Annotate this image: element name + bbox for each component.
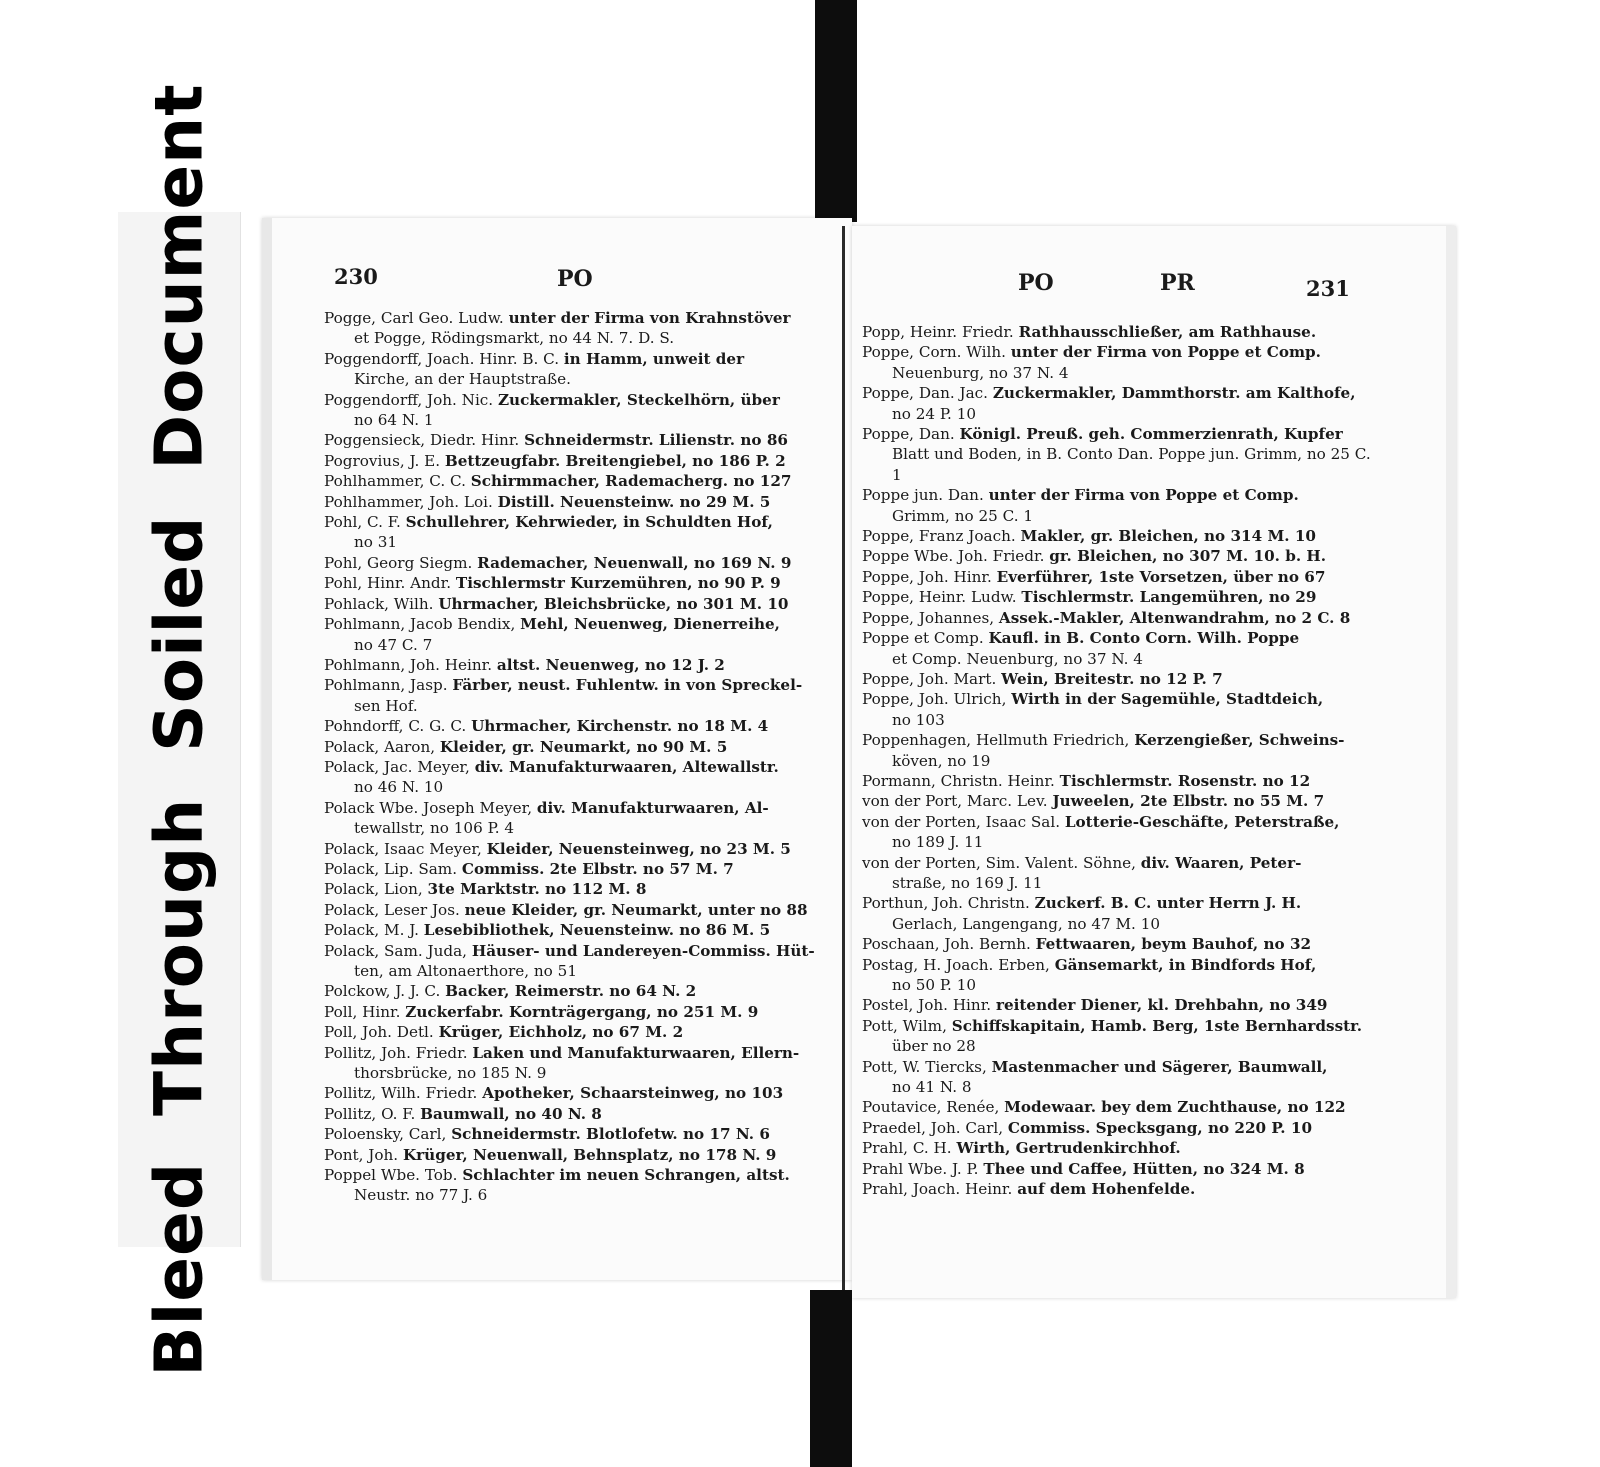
entry-continuation: Neustr. no 77 J. 6 (354, 1186, 488, 1205)
entry-name: Polack, Leser Jos. (324, 900, 460, 919)
side-label-text (141, 83, 218, 1376)
entry-name: Praedel, Joh. Carl, (862, 1118, 1004, 1137)
entry-name: Postag, H. Joach. Erben, (862, 955, 1050, 974)
entry-name: Poll, Joh. Detl. (324, 1023, 434, 1042)
directory-entry (862, 322, 1374, 342)
entry-detail: Wirth, Gertrudenkirchhof. (956, 1139, 1181, 1158)
directory-entry (862, 1016, 1374, 1057)
entry-detail: div. Manufakturwaaren, Altewallstr. (474, 757, 779, 776)
entry-detail: Backer, Reimerstr. no 64 N. 2 (445, 982, 697, 1001)
directory-entry (324, 349, 836, 390)
entry-continuation: über no 28 (892, 1037, 976, 1056)
entry-name: Popp, Heinr. Friedr. (862, 323, 1014, 341)
directory-entry (324, 1124, 836, 1144)
directory-entry (862, 995, 1374, 1015)
directory-entry (324, 655, 836, 675)
entry-detail: Lesebibliothek, Neuensteinw. no 86 M. 5 (423, 921, 771, 940)
entry-detail: Häuser- und Landereyen-Commiss. Hüt- (471, 941, 815, 960)
directory-entry (324, 1043, 836, 1084)
entry-detail: Baumwall, no 40 N. 8 (420, 1104, 602, 1123)
directory-entry (324, 981, 836, 1001)
directory-entry (324, 900, 836, 920)
directory-entry (862, 567, 1374, 587)
directory-entry (862, 771, 1374, 791)
entry-name: Poppe jun. Dan. (862, 486, 984, 505)
right-page-number: 231 (1306, 276, 1350, 301)
entry-name: Pollitz, Joh. Friedr. (324, 1043, 468, 1062)
directory-entry (862, 424, 1374, 485)
directory-entry (862, 893, 1374, 934)
entry-detail: Tischlermstr. Rosenstr. no 12 (1059, 771, 1311, 790)
entry-continuation: straße, no 169 J. 11 (892, 873, 1043, 892)
directory-entry (862, 628, 1374, 669)
entry-detail: in Hamm, unweit der (563, 349, 745, 368)
left-page-header: PO (557, 266, 593, 292)
entry-detail: Rathhausschließer, am Rathhause. (1018, 323, 1317, 341)
entry-detail: Zuckerfabr. Kornträgergang, no 251 M. 9 (405, 1002, 759, 1021)
entry-detail: Assek.-Makler, Altenwandrahm, no 2 C. 8 (998, 608, 1351, 627)
entry-continuation: thorsbrücke, no 185 N. 9 (354, 1064, 547, 1083)
directory-entry (862, 1179, 1374, 1199)
entry-detail: Königl. Preuß. geh. Commerzienrath, Kupfer (959, 425, 1343, 444)
entry-detail: Bettzeugfabr. Breitengiebel, no 186 P. 2 (444, 451, 786, 470)
directory-entry (862, 812, 1374, 853)
right-page-header-po: PO (1018, 270, 1054, 296)
entry-continuation: Grimm, no 25 C. 1 (892, 506, 1034, 525)
entry-name: Poll, Hinr. (324, 1002, 401, 1021)
directory-entry (862, 669, 1374, 689)
entry-name: von der Porten, Isaac Sal. (862, 812, 1061, 831)
entry-name: Poppe et Comp. (862, 629, 984, 648)
entry-detail: Laken und Manufakturwaaren, Ellern- (472, 1043, 800, 1062)
entry-detail: Krüger, Neuenwall, Behnsplatz, no 178 N. 9 (402, 1145, 777, 1164)
directory-entry (324, 839, 836, 859)
directory-entry (324, 614, 836, 655)
entry-name: Pohl, Georg Siegm. (324, 553, 473, 572)
left-page-number: 230 (334, 264, 378, 289)
entry-name: Poppe, Joh. Mart. (862, 669, 997, 688)
directory-entry (324, 859, 836, 879)
entry-detail: reitender Diener, kl. Drehbahn, no 349 (995, 996, 1328, 1015)
entry-detail: Schneidermstr. Blotlofetw. no 17 N. 6 (451, 1125, 770, 1144)
directory-entry (324, 1083, 836, 1103)
entry-continuation: Gerlach, Langengang, no 47 M. 10 (892, 914, 1161, 933)
directory-entry (324, 553, 836, 573)
entry-name: Pohl, Hinr. Andr. (324, 574, 452, 593)
entry-detail: Zuckerf. B. C. unter Herrn J. H. (1034, 894, 1302, 913)
entry-detail: unter der Firma von Poppe et Comp. (1010, 343, 1321, 362)
entry-detail: Mehl, Neuenweg, Dienerreihe, (520, 615, 780, 634)
directory-entry (324, 716, 836, 736)
directory-entry (324, 1104, 836, 1124)
entry-detail: Schlachter im neuen Schrangen, altst. (462, 1166, 790, 1185)
entry-detail: Uhrmacher, Bleichsbrücke, no 301 M. 10 (438, 594, 789, 613)
entry-name: Polack Wbe. Joseph Meyer, (324, 798, 533, 817)
entry-name: Pohndorff, C. G. C. (324, 717, 467, 736)
entry-name: Poppel Wbe. Tob. (324, 1166, 458, 1185)
entry-detail: Apotheker, Schaarsteinweg, no 103 (482, 1084, 784, 1103)
entry-name: Postel, Joh. Hinr. (862, 996, 992, 1015)
directory-entry (862, 1057, 1374, 1098)
directory-entry (324, 1145, 836, 1165)
directory-entry (324, 1002, 836, 1022)
entry-name: Poppe, Dan. (862, 425, 955, 444)
entry-detail: altst. Neuenweg, no 12 J. 2 (496, 655, 725, 674)
directory-entry (862, 934, 1374, 954)
entry-detail: neue Kleider, gr. Neumarkt, unter no 88 (464, 900, 808, 919)
side-label-word-soiled: Soiled (140, 515, 218, 752)
entry-name: Poggensieck, Diedr. Hinr. (324, 431, 520, 450)
entry-detail: Wirth in der Sagemühle, Stadtdeich, (1011, 690, 1324, 709)
entry-detail: Modewaar. bey dem Zuchthause, no 122 (1004, 1098, 1346, 1117)
entry-name: Pohlhammer, Joh. Loi. (324, 492, 493, 511)
directory-entry (324, 1165, 836, 1206)
directory-entry (324, 757, 836, 798)
entry-detail: Makler, gr. Bleichen, no 314 M. 10 (1020, 527, 1316, 546)
entry-name: Pormann, Christn. Heinr. (862, 771, 1055, 790)
directory-entry (862, 546, 1374, 566)
entry-detail: Kleider, gr. Neumarkt, no 90 M. 5 (439, 737, 728, 756)
entry-name: Poutavice, Renée, (862, 1098, 1000, 1117)
entry-detail: div. Waaren, Peter- (1140, 853, 1302, 872)
entry-name: Poggendorff, Joach. Hinr. B. C. (324, 349, 560, 368)
right-page-header-pr: PR (1160, 270, 1195, 296)
directory-entry (324, 1022, 836, 1042)
directory-entry (324, 879, 836, 899)
directory-entry (324, 920, 836, 940)
side-label-word-bleed: Bleed (140, 1161, 218, 1377)
directory-entry (862, 1118, 1374, 1138)
entry-name: Pohl, C. F. (324, 513, 401, 532)
directory-entry (324, 941, 836, 982)
entry-name: Prahl, C. H. (862, 1139, 952, 1158)
entry-detail: Färber, neust. Fuhlentw. in von Spreckel- (452, 676, 803, 695)
directory-entry (324, 390, 836, 431)
entry-continuation: Blatt und Boden, in B. Conto Dan. Poppe jun. Grimm, no 25 C. 1 (892, 445, 1371, 484)
side-label-word-through: Through (140, 797, 218, 1116)
directory-entry (862, 587, 1374, 607)
entry-detail: Krüger, Eichholz, no 67 M. 2 (438, 1023, 684, 1042)
entry-detail: div. Manufakturwaaren, Al- (536, 798, 769, 817)
entry-detail: gr. Bleichen, no 307 M. 10. b. H. (1049, 547, 1327, 566)
entry-continuation: no 103 (892, 710, 945, 729)
entry-name: von der Porten, Sim. Valent. Söhne, (862, 853, 1136, 872)
entry-name: Pont, Joh. (324, 1145, 399, 1164)
entry-detail: 3te Marktstr. no 112 M. 8 (427, 880, 647, 899)
binding-tape-top (815, 0, 857, 222)
entry-continuation: Kirche, an der Hauptstraße. (354, 370, 571, 389)
directory-entry (324, 512, 836, 553)
entry-name: Pollitz, O. F. (324, 1104, 416, 1123)
entry-name: Pogge, Carl Geo. Ludw. (324, 309, 504, 327)
directory-entry (324, 471, 836, 491)
entry-detail: Schiffskapitain, Hamb. Berg, 1ste Bernhardsstr. (951, 1016, 1363, 1035)
entry-name: Pott, Wilm, (862, 1016, 947, 1035)
directory-entry (862, 730, 1374, 771)
entry-name: Poppe, Corn. Wilh. (862, 343, 1006, 362)
entry-name: Poppe, Johannes, (862, 608, 995, 627)
entry-detail: Schullehrer, Kehrwieder, in Schuldten Hof, (405, 513, 773, 532)
directory-entry (862, 689, 1374, 730)
directory-entry (862, 526, 1374, 546)
entry-detail: auf dem Hohenfelde. (1017, 1180, 1196, 1199)
book-gutter (842, 226, 845, 1291)
entry-continuation: tewallstr, no 106 P. 4 (354, 819, 515, 838)
directory-entry (324, 430, 836, 450)
entry-continuation: sen Hof. (354, 696, 418, 715)
entry-continuation: Neuenburg, no 37 N. 4 (892, 363, 1069, 382)
entry-detail: unter der Firma von Krahnstöver (508, 309, 791, 327)
entry-name: Poschaan, Joh. Bernh. (862, 935, 1031, 954)
directory-entry (324, 737, 836, 757)
entry-detail: Distill. Neuensteinw. no 29 M. 5 (497, 492, 771, 511)
entry-name: Polack, Lip. Sam. (324, 859, 458, 878)
entry-name: Poppe, Dan. Jac. (862, 384, 988, 403)
entry-continuation: no 24 P. 10 (892, 404, 977, 423)
directory-entry (862, 1138, 1374, 1158)
directory-entry (862, 1097, 1374, 1117)
entry-detail: Commiss. 2te Elbstr. no 57 M. 7 (461, 859, 734, 878)
entry-name: Porthun, Joh. Christn. (862, 894, 1030, 913)
directory-entry (862, 383, 1374, 424)
entry-continuation: ten, am Altonaerthore, no 51 (354, 962, 577, 980)
entry-detail: Tischlermstr. Langemühren, no 29 (1021, 588, 1317, 607)
side-label (118, 82, 241, 1377)
entry-detail: Kerzengießer, Schweins- (1134, 731, 1345, 750)
entry-continuation: no 31 (354, 533, 398, 552)
directory-entry (324, 492, 836, 512)
entry-name: Poppe, Joh. Ulrich, (862, 690, 1007, 709)
directory-entry (862, 342, 1374, 383)
entry-name: Polack, Lion, (324, 880, 423, 899)
entry-continuation: et Pogge, Rödingsmarkt, no 44 N. 7. D. S. (354, 329, 675, 348)
right-entry-list (862, 322, 1374, 1199)
entry-detail: Rademacher, Neuenwall, no 169 N. 9 (477, 553, 792, 572)
directory-entry (862, 791, 1374, 811)
entry-name: Pollitz, Wilh. Friedr. (324, 1084, 478, 1103)
directory-entry (862, 955, 1374, 996)
side-label-word-document: Document (140, 82, 218, 470)
entry-name: Poppe, Franz Joach. (862, 527, 1016, 546)
directory-entry (324, 798, 836, 839)
entry-detail: Lotterie-Geschäfte, Peterstraße, (1064, 812, 1340, 831)
binding-tape-bottom (810, 1290, 852, 1467)
entry-name: Pohlmann, Joh. Heinr. (324, 655, 493, 674)
entry-name: Pohlack, Wilh. (324, 594, 434, 613)
directory-entry (862, 1159, 1374, 1179)
directory-entry (324, 308, 836, 349)
entry-name: Poloensky, Carl, (324, 1125, 447, 1144)
entry-continuation: no 47 C. 7 (354, 635, 433, 654)
entry-detail: Kaufl. in B. Conto Corn. Wilh. Poppe (988, 629, 1300, 648)
entry-name: Pohlhammer, C. C. (324, 472, 466, 491)
entry-detail: Thee und Caffee, Hütten, no 324 M. 8 (983, 1159, 1305, 1178)
left-page (262, 218, 852, 1280)
entry-name: Poppe Wbe. Joh. Friedr. (862, 547, 1045, 566)
entry-detail: Fettwaaren, beym Bauhof, no 32 (1035, 935, 1312, 954)
entry-name: Poppe, Heinr. Ludw. (862, 588, 1017, 607)
entry-continuation: et Comp. Neuenburg, no 37 N. 4 (892, 649, 1143, 668)
entry-continuation: no 189 J. 11 (892, 833, 984, 852)
entry-detail: Tischlermstr Kurzemühren, no 90 P. 9 (455, 574, 781, 593)
entry-name: Pohlmann, Jasp. (324, 676, 448, 695)
entry-detail: Gänsemarkt, in Bindfords Hof, (1054, 955, 1317, 974)
left-entry-list (324, 308, 836, 1206)
entry-detail: Uhrmacher, Kirchenstr. no 18 M. 4 (471, 717, 769, 736)
entry-continuation: köven, no 19 (892, 751, 991, 770)
directory-entry (324, 573, 836, 593)
entry-name: Polack, Isaac Meyer, (324, 839, 482, 858)
entry-name: Poggendorff, Joh. Nic. (324, 390, 494, 409)
entry-name: Polckow, J. J. C. (324, 982, 441, 1001)
entry-name: Polack, Sam. Juda, (324, 941, 468, 960)
entry-detail: Zuckermakler, Dammthorstr. am Kalthofe, (992, 384, 1356, 403)
directory-entry (324, 594, 836, 614)
entry-detail: Juweelen, 2te Elbstr. no 55 M. 7 (1052, 792, 1325, 811)
entry-detail: unter der Firma von Poppe et Comp. (988, 486, 1299, 505)
directory-entry (862, 853, 1374, 894)
entry-name: Polack, M. J. (324, 921, 419, 940)
entry-name: Poppenhagen, Hellmuth Friedrich, (862, 731, 1130, 750)
entry-name: Prahl, Joach. Heinr. (862, 1180, 1013, 1199)
entry-detail: Mastenmacher und Sägerer, Baumwall, (991, 1057, 1328, 1076)
entry-name: Pogrovius, J. E. (324, 451, 441, 470)
entry-name: Prahl Wbe. J. P. (862, 1159, 979, 1178)
right-page (852, 226, 1456, 1298)
entry-continuation: no 46 N. 10 (354, 778, 444, 797)
directory-entry (324, 451, 836, 471)
entry-name: Polack, Jac. Meyer, (324, 757, 470, 776)
entry-name: Polack, Aaron, (324, 737, 436, 756)
entry-detail: Wein, Breitestr. no 12 P. 7 (1001, 669, 1223, 688)
entry-name: Pott, W. Tiercks, (862, 1057, 987, 1076)
entry-detail: Zuckermakler, Steckelhörn, über (497, 390, 780, 409)
entry-detail: Kleider, Neuensteinweg, no 23 M. 5 (486, 839, 791, 858)
entry-detail: Schneidermstr. Lilienstr. no 86 (524, 431, 788, 450)
entry-name: Poppe, Joh. Hinr. (862, 567, 992, 586)
directory-entry (324, 675, 836, 716)
entry-continuation: no 50 P. 10 (892, 976, 977, 994)
entry-continuation: no 41 N. 8 (892, 1078, 972, 1097)
entry-name: Pohlmann, Jacob Bendix, (324, 615, 516, 634)
directory-entry (862, 485, 1374, 526)
entry-continuation: no 64 N. 1 (354, 411, 434, 430)
entry-detail: Commiss. Specksgang, no 220 P. 10 (1007, 1118, 1313, 1137)
entry-name: von der Port, Marc. Lev. (862, 792, 1048, 811)
entry-detail: Everführer, 1ste Vorsetzen, über no 67 (996, 567, 1326, 586)
directory-entry (862, 608, 1374, 628)
entry-detail: Schirmmacher, Rademacherg. no 127 (470, 472, 792, 491)
